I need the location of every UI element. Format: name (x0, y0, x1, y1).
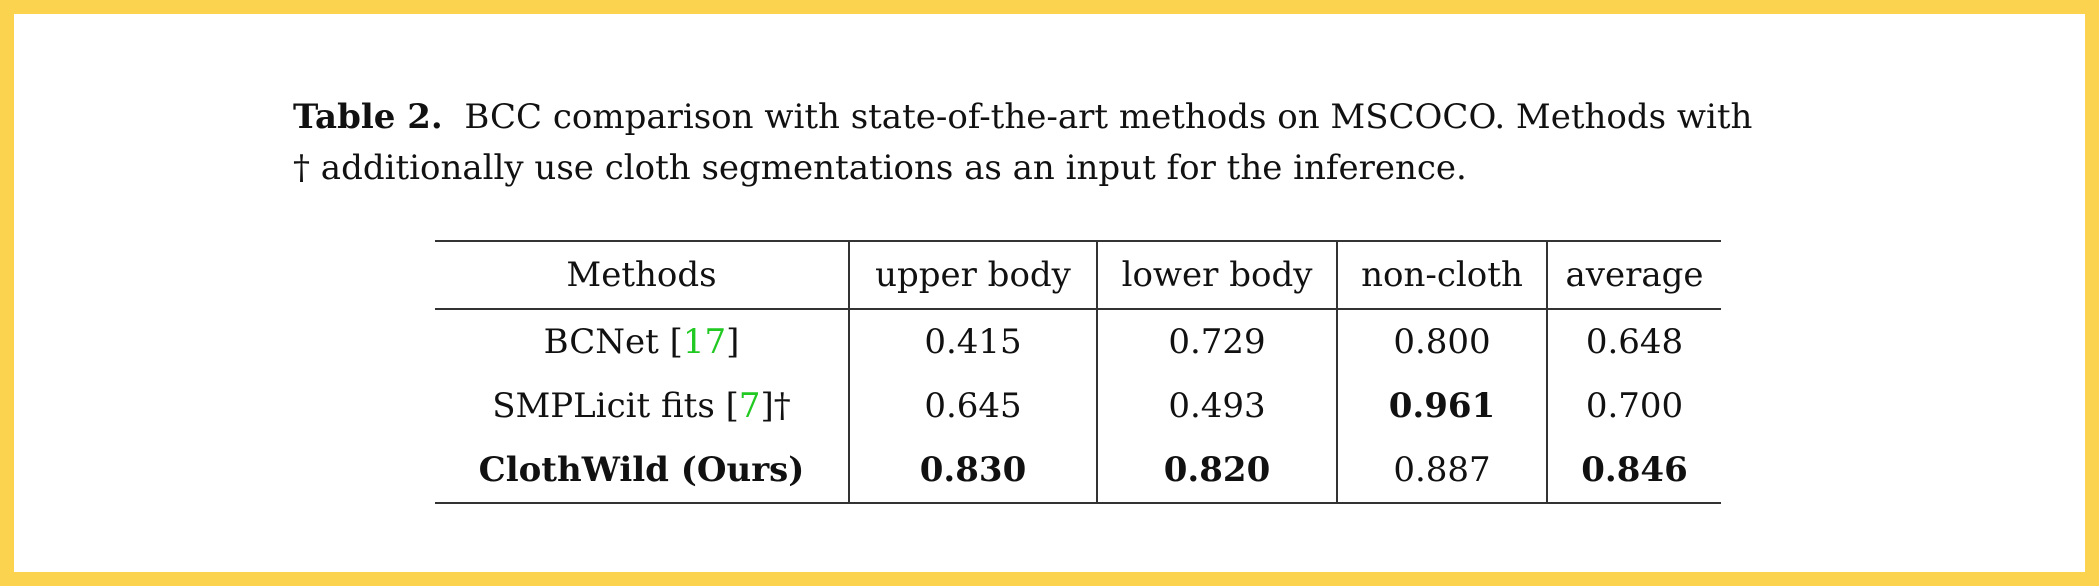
method-name: BCNet (543, 322, 659, 362)
value-cell: 0.415 (849, 309, 1097, 374)
citation-link[interactable]: 7 (738, 386, 761, 426)
header-methods: Methods (435, 241, 849, 309)
value-cell: 0.820 (1097, 438, 1337, 503)
value-cell: 0.887 (1337, 438, 1547, 503)
value-cell: 0.700 (1547, 374, 1721, 438)
header-average: average (1547, 241, 1721, 309)
table-caption (293, 92, 1893, 194)
header-lower-body: lower body (1097, 241, 1337, 309)
header-row (435, 241, 1721, 309)
value-cell: 0.800 (1337, 309, 1547, 374)
method-cell: SMPLicit fits [7]† (492, 386, 791, 426)
caption-line-1 (293, 92, 1893, 143)
caption-label: Table 2. (293, 97, 443, 137)
results-table-wrap (435, 240, 1721, 504)
results-table (435, 240, 1721, 504)
table-row (435, 374, 1721, 438)
table-row (435, 309, 1721, 374)
method-name: ClothWild (Ours) (478, 450, 805, 490)
table-body (435, 309, 1721, 503)
caption-line-2: † additionally use cloth segmentations as an input for the inference. (293, 148, 1467, 188)
method-cell (435, 438, 849, 503)
value-cell: 0.961 (1337, 374, 1547, 438)
caption-text-1: BCC comparison with state-of-the-art methods on MSCOCO. Methods with (464, 97, 1753, 137)
table-row (435, 438, 1721, 503)
value-cell: 0.645 (849, 374, 1097, 438)
header-upper-body: upper body (849, 241, 1097, 309)
method-cell: BCNet [17] (543, 322, 740, 362)
value-cell: 0.830 (849, 438, 1097, 503)
method-name: SMPLicit fits (492, 386, 715, 426)
value-cell: 0.729 (1097, 309, 1337, 374)
value-cell: 0.648 (1547, 309, 1721, 374)
header-non-cloth: non-cloth (1337, 241, 1547, 309)
dagger-mark: † (773, 386, 791, 426)
citation-link[interactable]: 17 (682, 322, 727, 362)
value-cell: 0.493 (1097, 374, 1337, 438)
value-cell: 0.846 (1547, 438, 1721, 503)
